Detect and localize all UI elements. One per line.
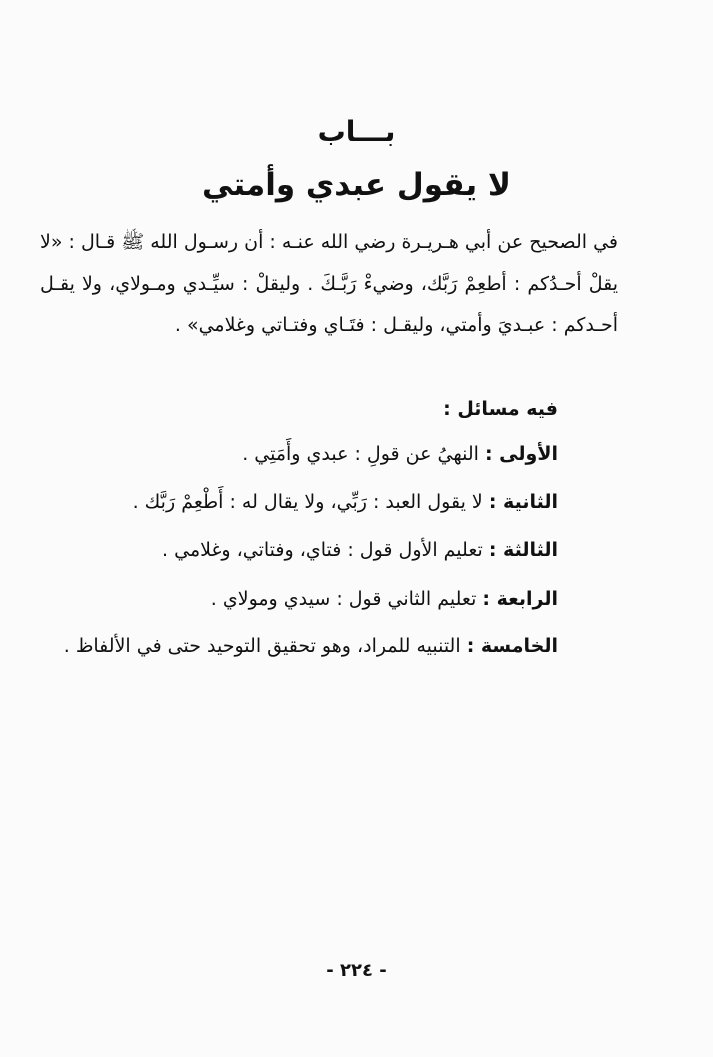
issue-text: التنبيه للمراد، وهو تحقيق التوحيد حتى في الألفاظ . xyxy=(63,635,461,657)
issue-label: الخامسة : xyxy=(466,635,558,657)
issue-item xyxy=(242,437,558,471)
issue-text: تعليم الأول قول : فتاي، وفتاتي، وغلامي . xyxy=(162,539,483,561)
issue-item xyxy=(133,485,558,519)
issue-item xyxy=(64,629,558,663)
issue-item xyxy=(162,533,558,567)
page-number: - ٢٢٤ - xyxy=(326,960,387,981)
issues-intro: فيه مسائل : xyxy=(443,398,558,420)
issue-label: الثالثة : xyxy=(488,539,558,561)
chapter-label: بـــاب xyxy=(317,115,396,148)
issue-label: الأولى : xyxy=(484,443,558,465)
chapter-title: لا يقول عبدي وأمتي xyxy=(201,167,511,203)
hadith-text: في الصحيح عن أبي هـريـرة رضي الله عنـه : أن رسـول الله ﷺ قـال : «لا يقلْ أحـدُكم : أطعِمْ رَبَّك، وضيءْ رَبَّـكَ . وليقلْ : سيِّـدي ومـولاي، ولا يقـل أحـدكم : عبـديَ وأمتي، وليقـل : فتَـاي وفتـاتي وغلامي» . xyxy=(40,231,618,336)
issue-text: لا يقول العبد : رَبِّي، ولا يقال له : أَطْعِمْ رَبَّك . xyxy=(132,491,483,513)
issue-text: تعليم الثاني قول : سيدي ومولاي . xyxy=(210,588,477,610)
issue-text: النهيُ عن قولِ : عبدي وأَمَتِي . xyxy=(242,443,479,465)
hadith-paragraph xyxy=(40,222,618,347)
issue-item xyxy=(211,582,558,616)
issue-label: الثانية : xyxy=(488,491,558,513)
issue-label: الرابعة : xyxy=(482,588,558,610)
